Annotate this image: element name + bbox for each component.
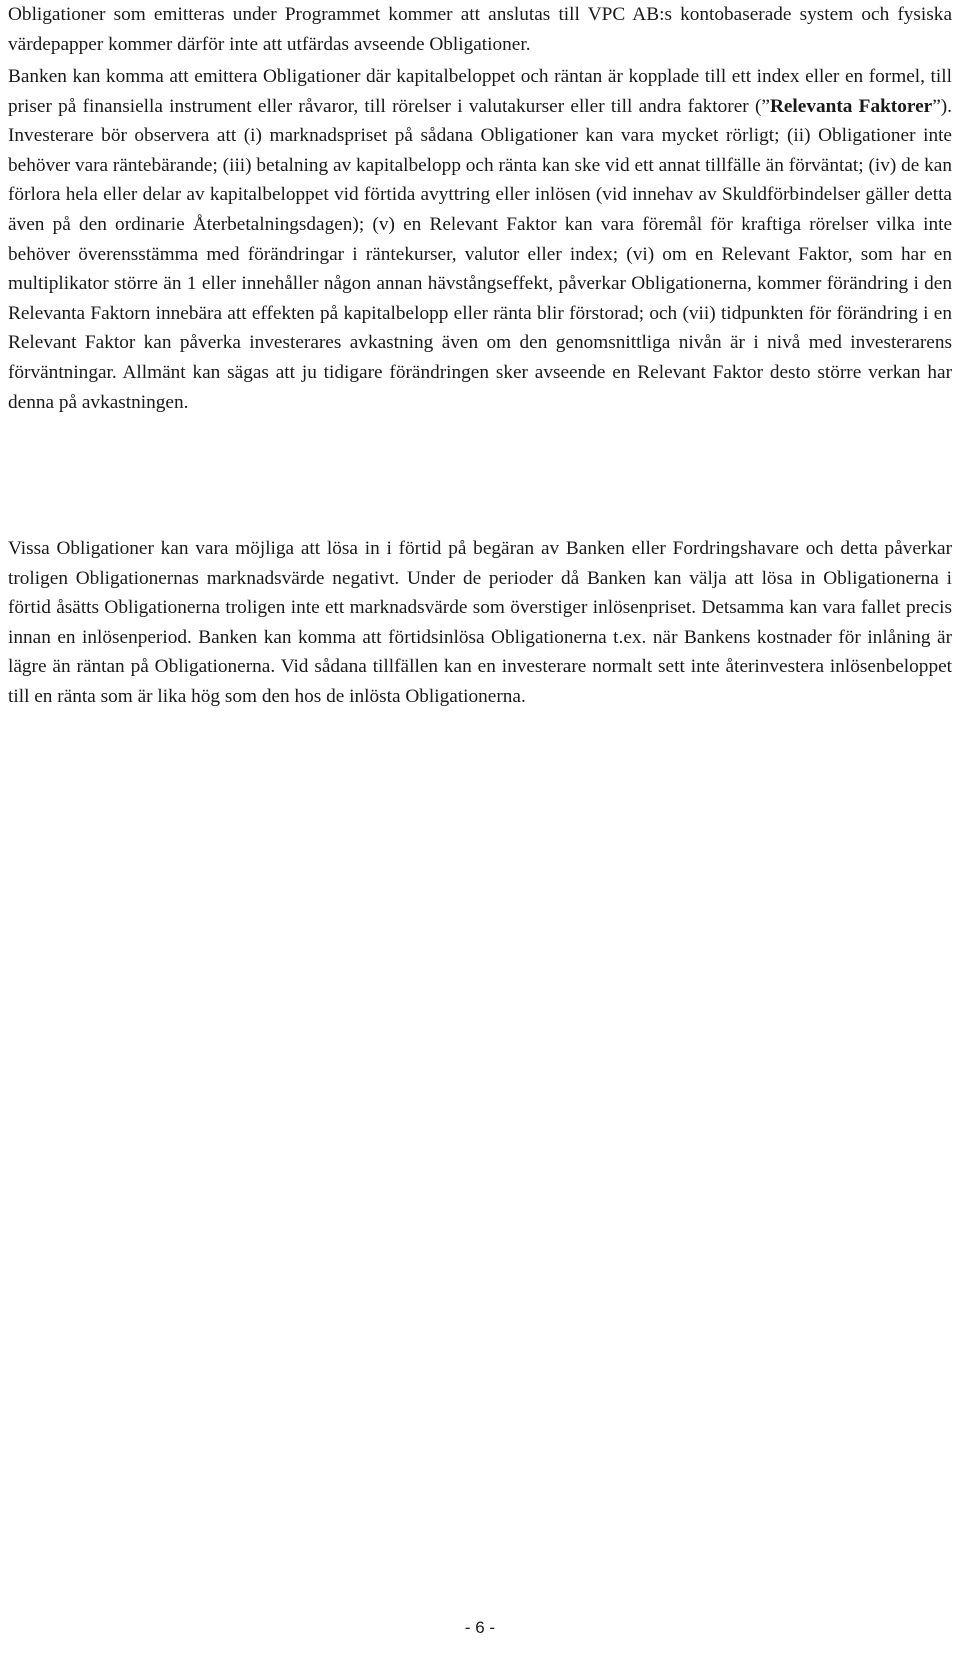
paragraph-early-redemption	[8, 534, 952, 712]
page-number: - 6 -	[464, 1618, 496, 1637]
paragraph-text-end: ”). Investerare bör observera att (i) marknadspriset på sådana Obligationer kan vara mycket rörligt; (ii) Obligationer inte behöver vara räntebärande; (iii) betalning av kapitalbelopp och ränta kan ske vid ett annat tillfälle än förväntat; (iv) de kan förlora hela eller delar av kapitalbeloppet vid förtida avyttring eller inlösen (vid innehav av Skuldförbindelser gäller detta även på den ordinarie Återbetalningsdagen); (v) en Relevant Faktor kan vara föremål för kraftiga rörelser vilka inte behöver överensstämma med förändringar i räntekurser, valutor eller index; (vi) om en Relevant Faktor, som har en multiplikator större än 1 eller innehåller någon annan hävstångseffekt, påverkar Obligationerna, kommer förändring i den Relevanta Faktorn innebära att effekten på kapitalbelopp eller ränta blir förstorad; och (vii) tidpunkten för förändring i en Relevant Faktor kan påverka investerares avkastning även om den genomsnittliga nivån är i nivå med investerarens förväntningar. Allmänt kan sägas att ju tidigare förändringen sker avseende en Relevant Faktor desto större verkan har denna på avkastningen.	[8, 95, 953, 413]
paragraph-relevant-factors	[8, 62, 952, 417]
paragraph-text: Obligationer som emitteras under Programmet kommer att anslutas till VPC AB:s kontobaserade system och fysiska värdepapper kommer därför inte att utfärdas avseende Obligationer.	[8, 4, 952, 55]
paragraph-text-start: Banken kan komma att emittera Obligationer där kapitalbeloppet och räntan är kopplade till ett index eller en formel, till priser på finansiella instrument eller råvaror, till rörelser i valutakurser eller till andra faktorer (”	[8, 66, 952, 117]
paragraph-vpc-registration	[8, 0, 952, 59]
paragraph-text: Vissa Obligationer kan vara möjliga att lösa in i förtid på begäran av Banken eller Fordringshavare och detta påverkar troligen Obligationernas marknadsvärde negativt. Under de perioder då Banken kan välja att lösa in Obligationerna i förtid åsätts Obligationerna troligen inte ett marknadsvärde som överstiger inlösenpriset. Detsamma kan vara fallet precis innan en inlösenperiod. Banken kan komma att förtidsinlösa Obligationerna t.ex. när Bankens kostnader för inlåning är lägre än räntan på Obligationerna. Vid sådana tillfällen kan en investerare normalt sett inte återinvestera inlösenbeloppet till en ränta som är lika hög som den hos de inlösta Obligationerna.	[8, 538, 952, 707]
defined-term-relevanta-faktorer: Relevanta Faktorer	[769, 95, 933, 117]
